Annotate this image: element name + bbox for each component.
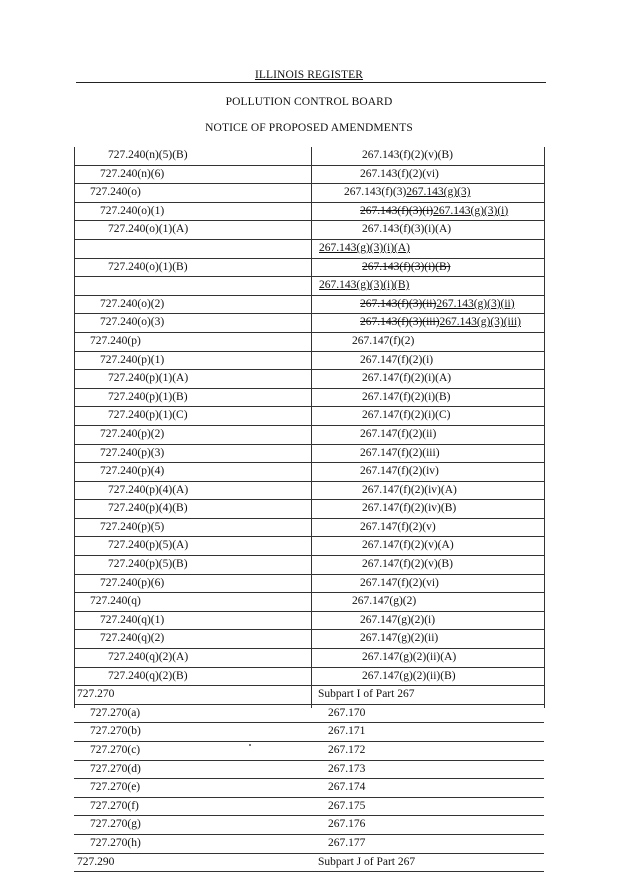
table-row [74, 147, 544, 166]
table-row [74, 166, 544, 185]
new-section-cell [352, 335, 414, 347]
new-section-cell [318, 856, 415, 868]
table-row [74, 835, 544, 854]
old-section-cell: 727.240(p)(1)(C) [108, 409, 188, 422]
citation: 267.147(f)(2) [352, 334, 415, 347]
old-section-cell: 727.240(p)(5)(A) [108, 539, 189, 552]
table-row [74, 240, 544, 259]
table-row [74, 184, 544, 203]
table-row [74, 630, 544, 649]
old-section-cell: 727.270(f) [90, 799, 139, 812]
citation: 267.147(f)(2)(i)(A) [362, 372, 452, 385]
citation: 267.147(g)(2)(i) [360, 613, 436, 626]
citation: 267.147(f)(2)(ii) [360, 427, 437, 440]
old-section-cell: 727.270(g) [90, 818, 141, 831]
old-section-cell: 727.240(p)(1) [100, 353, 165, 366]
new-section-cell [360, 316, 521, 328]
table-row [74, 296, 544, 315]
table-row [74, 779, 544, 798]
old-section-cell: 727.240(q)(2)(A) [108, 651, 189, 664]
citation: 267.147(f)(2)(v)(A) [362, 539, 454, 552]
table-row [74, 723, 544, 742]
table-left-border [74, 147, 75, 708]
new-section-cell [362, 372, 451, 384]
citation: 267.172 [328, 744, 366, 756]
new-section-cell [362, 391, 450, 403]
new-section-cell [360, 465, 439, 477]
old-section-cell: 727.240(p)(6) [100, 576, 165, 589]
added-citation: 267.143(g)(3)(iii) [439, 316, 521, 329]
new-section-cell [362, 670, 456, 682]
new-section-cell [328, 707, 365, 719]
old-section-cell: 727.270(d) [90, 762, 141, 775]
old-section-cell: 727.270(c) [90, 744, 141, 756]
citation: 267.147(g)(2)(ii)(B) [362, 669, 456, 682]
citation: Subpart J of Part 267 [318, 855, 416, 868]
new-section-cell [328, 800, 365, 812]
citation: 267.147(g)(2) [352, 595, 417, 608]
citation: 267.143(f)(2)(v)(B) [362, 149, 454, 161]
register-title: ILLINOIS REGISTER [254, 69, 364, 81]
old-section-cell: 727.240(n)(5)(B) [108, 149, 188, 161]
new-section-cell [318, 688, 414, 700]
table-row [74, 370, 544, 389]
citation: 267.147(f)(2)(i)(B) [362, 390, 451, 403]
citation: 267.177 [328, 836, 366, 849]
citation: 267.143(f)(3) [344, 186, 407, 199]
table-row [74, 407, 544, 426]
new-section-cell [328, 837, 365, 849]
old-section-cell: 727.240(p)(4)(A) [108, 483, 189, 496]
citation: 267.170 [328, 706, 366, 719]
added-citation: 267.143(g)(3)(i)(A) [319, 241, 411, 254]
deleted-citation: 267.143(f)(3)(iii) [360, 316, 440, 329]
deleted-citation: 267.143(f)(3)(i) [360, 204, 434, 217]
added-citation: 267.143(g)(3)(i)(B) [319, 279, 410, 292]
old-section-cell: 727.240(q)(1) [100, 613, 165, 626]
table-row [74, 277, 544, 296]
citation: 267.143(f)(2)(vi) [360, 167, 439, 180]
citation: 267.147(f)(2)(i)(C) [362, 409, 451, 422]
new-section-cell [344, 186, 470, 198]
citation: 267.143(f)(3)(i)(A) [362, 223, 452, 236]
new-section-cell [362, 409, 450, 421]
table-row [74, 426, 544, 445]
citation: 267.147(f)(2)(v) [360, 520, 436, 533]
old-section-cell: 727.240(p)(5)(B) [108, 558, 188, 571]
old-section-cell: 727.240(p)(4)(B) [108, 502, 188, 515]
new-section-cell [362, 223, 451, 235]
citation: 267.147(f)(2)(iv)(B) [362, 502, 457, 515]
old-section-cell: 727.240(q)(2) [100, 632, 165, 645]
new-section-cell [360, 205, 508, 217]
old-section-cell: 727.240(p)(1)(B) [108, 390, 188, 403]
citation: 267.147(f)(2)(iv) [360, 465, 439, 478]
table-right-border [544, 147, 545, 708]
old-section-cell: 727.240(q)(2)(B) [108, 669, 188, 682]
new-section-cell [360, 298, 515, 310]
table-row [74, 798, 544, 817]
new-section-cell [319, 279, 409, 291]
table-row [74, 352, 544, 371]
added-citation: 267.143(g)(3) [406, 186, 471, 199]
new-section-cell [360, 577, 439, 589]
table-row [74, 575, 544, 594]
citation: 267.147(f)(2)(v)(B) [362, 558, 454, 571]
citation: 267.147(f)(2)(iii) [360, 446, 440, 459]
old-section-cell: 727.240(p)(2) [100, 427, 165, 440]
table-row [74, 519, 544, 538]
table-row [74, 593, 544, 612]
new-section-cell [360, 614, 435, 626]
new-section-cell [362, 149, 453, 161]
old-section-cell: 727.240(o)(3) [100, 316, 165, 329]
old-section-cell: 727.240(p)(3) [100, 446, 165, 459]
new-section-cell [328, 781, 365, 793]
table-row [74, 649, 544, 668]
new-section-cell [360, 168, 439, 180]
page-mark [249, 744, 251, 746]
citation: 267.147(f)(2)(vi) [360, 576, 439, 589]
new-section-cell [328, 818, 365, 830]
table-row [74, 612, 544, 631]
citation: Subpart I of Part 267 [318, 688, 415, 701]
table-row [74, 221, 544, 240]
old-section-cell: 727.270(b) [90, 725, 141, 738]
table-row [74, 668, 544, 687]
citation: 267.174 [328, 781, 366, 794]
new-section-cell [362, 261, 450, 273]
table-row [74, 389, 544, 408]
old-section-cell: 727.240(p)(5) [100, 520, 165, 533]
old-section-cell: 727.240(p)(1)(A) [108, 372, 189, 385]
board-title: POLLUTION CONTROL BOARD [225, 96, 393, 108]
table-row [74, 761, 544, 780]
table-row [74, 816, 544, 835]
added-citation: 267.143(g)(3)(i) [433, 204, 509, 217]
old-section-cell: 727.270(a) [90, 706, 141, 719]
table-row [74, 537, 544, 556]
header-rule [76, 82, 546, 83]
table-row [74, 482, 544, 501]
new-section-cell [362, 558, 453, 570]
citation: 267.147(g)(2)(ii) [360, 632, 439, 645]
old-section-cell: 727.240(q) [90, 595, 141, 608]
table-row [74, 686, 544, 705]
new-section-cell [362, 502, 456, 514]
old-section-cell: 727.240(o)(1)(A) [108, 223, 189, 236]
table-row [74, 333, 544, 352]
old-section-cell: 727.240(o)(1) [100, 204, 165, 217]
citation: 267.147(f)(2)(i) [360, 353, 434, 366]
citation: 267.176 [328, 818, 366, 831]
old-section-cell: 727.270 [77, 688, 115, 701]
new-section-cell [328, 725, 365, 737]
new-section-cell [362, 539, 454, 551]
old-section-cell: 727.240(p)(4) [100, 465, 165, 478]
table-row [74, 259, 544, 278]
deleted-citation: 267.143(f)(3)(ii) [360, 297, 437, 310]
new-section-cell [362, 484, 457, 496]
new-section-cell [360, 521, 436, 533]
new-section-cell [319, 242, 410, 254]
citation: 267.175 [328, 799, 366, 812]
old-section-cell: 727.240(p) [90, 334, 141, 347]
new-section-cell [328, 744, 365, 756]
new-section-cell [328, 763, 365, 775]
citation: 267.147(g)(2)(ii)(A) [362, 651, 457, 664]
table-row [74, 203, 544, 222]
old-section-cell: 727.290 [77, 855, 115, 868]
new-section-cell [362, 651, 456, 663]
old-section-cell: 727.240(o) [90, 186, 141, 199]
new-section-cell [360, 447, 440, 459]
table-row [74, 854, 544, 872]
citation: 267.147(f)(2)(iv)(A) [362, 483, 457, 496]
new-section-cell [360, 428, 436, 440]
citation: 267.173 [328, 762, 366, 775]
deleted-citation: 267.143(f)(3)(i)(B) [362, 260, 451, 273]
old-section-cell: 727.240(n)(6) [100, 167, 165, 180]
new-section-cell [360, 632, 438, 644]
table-row [74, 314, 544, 333]
new-section-cell [360, 354, 433, 366]
old-section-cell: 727.240(o)(2) [100, 297, 165, 310]
table-row [74, 463, 544, 482]
table-row [74, 742, 544, 761]
new-section-cell [352, 595, 416, 607]
old-section-cell: 727.240(o)(1)(B) [108, 260, 188, 273]
notice-title: NOTICE OF PROPOSED AMENDMENTS [205, 122, 413, 134]
table-row [74, 556, 544, 575]
added-citation: 267.143(g)(3)(ii) [436, 297, 515, 310]
table-column-divider [311, 147, 312, 708]
table-row [74, 500, 544, 519]
table-row [74, 445, 544, 464]
correlation-table [74, 147, 544, 872]
old-section-cell: 727.270(h) [90, 836, 141, 849]
table-row [74, 705, 544, 724]
citation: 267.171 [328, 725, 366, 738]
old-section-cell: 727.270(e) [90, 781, 141, 794]
